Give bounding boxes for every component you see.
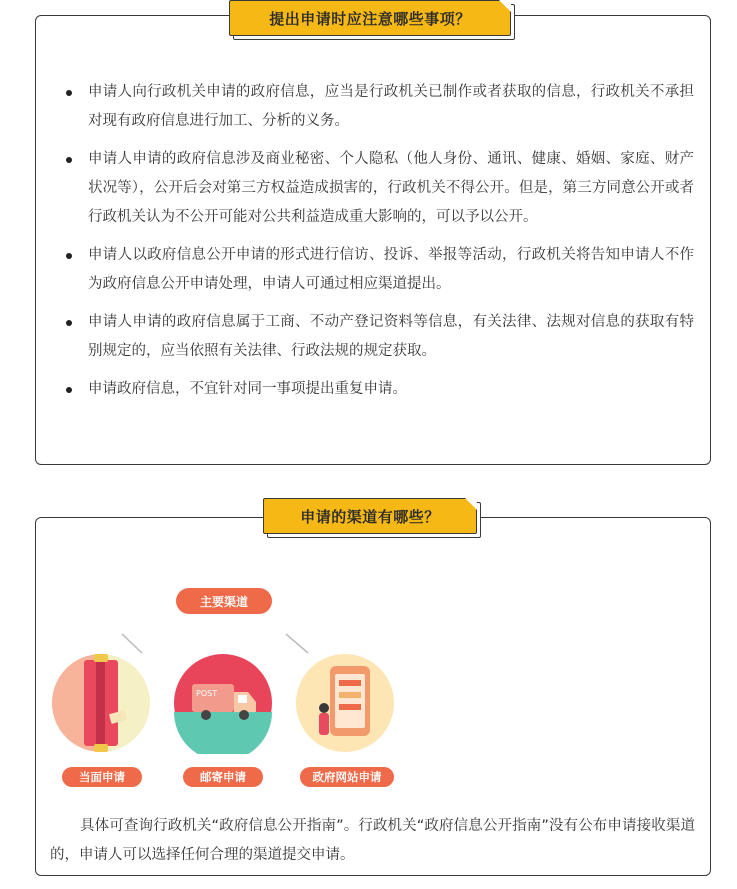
list-item (62, 78, 694, 136)
list-item-text: 申请政府信息，不宜针对同一事项提出重复申请。 (88, 381, 407, 397)
list-item (62, 241, 694, 299)
list-item-text: 申请人向行政机关申请的政府信息，应当是行政机关已制作或者获取的信息，行政机关不承担对现有政府信息进行加工、分析的义务。 (88, 84, 694, 129)
bullet-icon (66, 253, 72, 259)
channel-in-person: 当面申请 (62, 767, 142, 787)
list-item (62, 145, 694, 232)
list-item-text: 申请人以政府信息公开申请的形式进行信访、投诉、举报等活动，行政机关将告知申请人不作为政府信息公开申请处理，申请人可通过相应渠道提出。 (88, 247, 694, 292)
phone-icon (294, 652, 396, 754)
channel-website: 政府网站申请 (300, 767, 394, 787)
list-item (62, 308, 694, 366)
bullet-icon (66, 157, 72, 163)
channels-title-banner (263, 498, 477, 534)
list-item-text: 申请人申请的政府信息涉及商业秘密、个人隐私（他人身份、通讯、健康、婚姻、家庭、财产状况等），公开后会对第三方权益造成损害的，行政机关不得公开。但是，第三方同意公开或者行政机关认为不公开可能对公共利益造成重大影响的，可以予以公开。 (88, 151, 694, 225)
notes-title: 提出申请时应注意哪些事项？ (229, 0, 511, 36)
channels-note: 具体可查询行政机关“政府信息公开指南”。行政机关“政府信息公开指南”没有公布申请接收渠道的，申请人可以选择任何合理的渠道提交申请。 (50, 818, 695, 863)
list-item-text: 申请人申请的政府信息属于工商、不动产登记资料等信息，有关法律、法规对信息的获取有特别规定的，应当依照有关法律、行政法规的规定获取。 (88, 314, 694, 359)
post-truck-icon (172, 652, 274, 754)
post-text: POST (196, 689, 218, 698)
main-channels-label: 主要渠道 (176, 588, 272, 614)
channels-illustration (50, 560, 400, 795)
bullet-icon (66, 320, 72, 326)
list-item (62, 375, 694, 404)
bullet-icon (66, 90, 72, 96)
channel-mail: 邮寄申请 (183, 767, 263, 787)
notes-list (62, 78, 694, 413)
folder-icon (50, 652, 152, 754)
notes-title-banner (229, 0, 511, 36)
channels-title: 申请的渠道有哪些？ (263, 498, 477, 534)
bullet-icon (66, 387, 72, 393)
